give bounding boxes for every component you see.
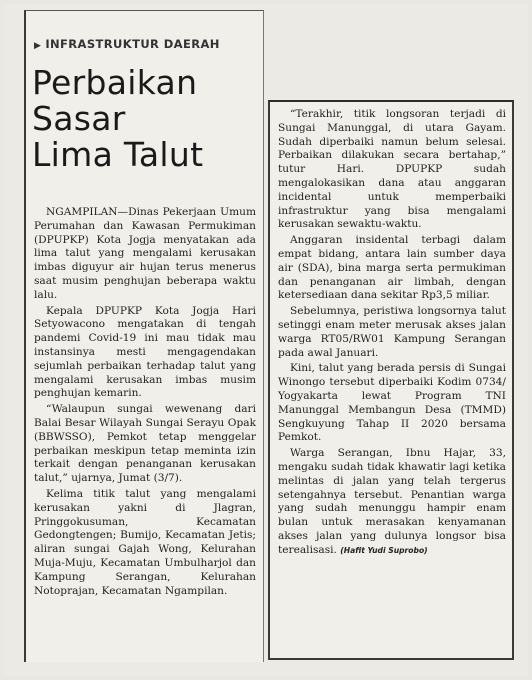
- article-headline: [32, 65, 262, 173]
- article-body-left: [34, 206, 256, 598]
- paragraph-last: [278, 447, 506, 557]
- paragraph: “Terakhir, titik longsoran terjadi di Sungai Manunggal, di utara Gayam. Sudah diperbaiki namun belum selesai. Perbaikan dilakukan secara bertahap,” tutur Hari. DPUPKP sudah mengalokasikan dana atau anggaran incidental untuk memperbaiki infrastruktur yang bisa mengalami kerusakan sewaktu-waktu.: [278, 108, 506, 231]
- play-arrow-icon: ▶: [34, 41, 42, 51]
- paragraph: Sebelumnya, peristiwa longsornya talut setinggi enam meter merusak akses jalan warga RT05/RW01 Kampung Serangan pada awal Januari.: [278, 305, 506, 359]
- paragraph: Anggaran insidental terbagi dalam empat bidang, antara lain sumber daya air (SDA), bina marga serta permukiman dan penanganan air limbah, dengan ketersediaan dana sekitar Rp3,5 miliar.: [278, 234, 506, 302]
- paragraph: Kepala DPUPKP Kota Jogja Hari Setyowacono mengatakan di tengah pandemi Covid-19 ini mau tidak mau instansinya mesti mengagendakan sejumlah perbaikan terhadap talut yang mengalami kerusakan imbas musim penghujan kemarin.: [34, 304, 256, 400]
- paragraph-text: Warga Serangan, Ibnu Hajar, 33, mengaku sudah tidak khawatir lagi ketika melintas di jalan yang telah tergerus setengahnya tersebut. Penantian warga yang sudah menunggu hampir enam bulan untuk merasakan kenyamanan akses jalan yang dulunya longsor bisa terealisasi.: [278, 447, 506, 556]
- headline-line: Lima Talut: [32, 135, 204, 174]
- paragraph: “Walaupun sungai wewenang dari Balai Besar Wilayah Sungai Serayu Opak (BBWSSO), Pemkot tetap menggelar perbaikan meskipun tetap meminta izin terkait dengan penanganan kerusakan talut,” ujarnya, Jumat (3/7).: [34, 403, 256, 485]
- article-clip-right: [268, 100, 514, 660]
- byline: (Hafit Yudi Suprobo): [340, 545, 428, 555]
- article-body-right: [278, 108, 506, 558]
- headline-line: Sasar: [32, 99, 126, 138]
- headline-line: Perbaikan: [32, 63, 198, 102]
- paragraph: Kini, talut yang berada persis di Sungai Winongo tersebut diperbaiki Kodim 0734/ Yogyakarta lewat Program TNI Manunggal Membangun Desa (TMMD) Sengkuyung Tahap II 2020 bersama Pemkot.: [278, 362, 506, 444]
- paragraph: Kelima titik talut yang mengalami kerusakan yakni di Jlagran, Pringgokusuman, Kecamatan Gedongtengen; Bumijo, Kecamatan Jetis; aliran sungai Gajah Wong, Kelurahan Muja-Muju, Kecamatan Umbulharjol dan Kampung Serangan, Kelurahan Notoprajan, Kecamatan Ngampilan.: [34, 487, 256, 597]
- rubric-label: INFRASTRUKTUR DAERAH: [45, 37, 220, 51]
- section-rubric: [34, 37, 220, 51]
- paragraph: NGAMPILAN—Dinas Pekerjaan Umum Perumahan dan Kawasan Permukiman (DPUPKP) Kota Jogja menyatakan ada lima talut yang mengalami kerusakan imbas diguyur air hujan terus menerus saat musim penghujan beberapa waktu lalu.: [34, 206, 256, 301]
- article-clip-left: [24, 10, 264, 662]
